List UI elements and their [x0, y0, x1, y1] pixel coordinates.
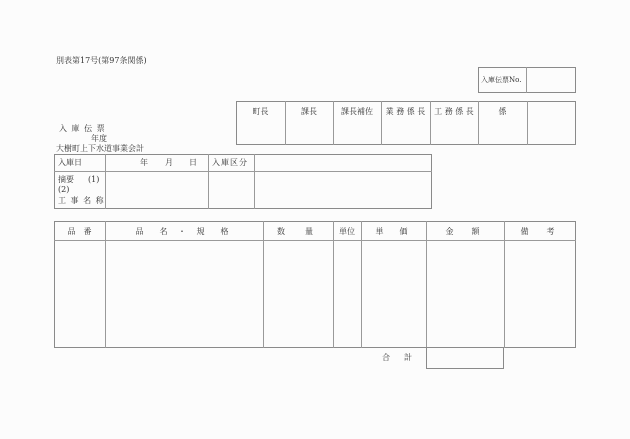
receipt-date-label: 入庫日 — [58, 158, 82, 167]
summary-line-1: (1) — [88, 175, 100, 184]
organization-name: 大樹町上下水道事業会計 — [56, 144, 144, 153]
header-unit-price: 単 価 — [375, 227, 412, 236]
day-unit: 日 — [189, 158, 197, 167]
slip-no-field[interactable] — [528, 69, 574, 91]
form-number: 別表第17号(第97条関係) — [56, 56, 147, 65]
approval-works-chief: 工 務 係 長 — [434, 107, 474, 116]
month-unit: 月 — [165, 158, 173, 167]
header-item-name-spec: 品 名 ・ 規 格 — [135, 227, 233, 236]
approval-extra-stamp[interactable] — [528, 103, 574, 143]
fiscal-year-label: 年度 — [91, 134, 107, 143]
approval-mayor: 町長 — [252, 107, 269, 116]
category-detail-field[interactable] — [210, 173, 253, 208]
approval-section-chief: 課長 — [301, 107, 317, 116]
header-unit: 単位 — [339, 227, 355, 236]
slip-no-label: 入庫伝票No. — [481, 76, 522, 84]
project-detail-field[interactable] — [256, 173, 430, 208]
total-field[interactable] — [426, 347, 504, 369]
approval-staff: 係 — [498, 107, 507, 116]
receipt-category-label: 入庫区分 — [212, 158, 248, 167]
summary-field[interactable] — [107, 173, 207, 208]
receipt-category-field[interactable] — [256, 156, 430, 170]
header-item-number: 品 番 — [67, 227, 92, 236]
summary-line-2: (2) — [58, 185, 70, 194]
header-amount: 金 額 — [445, 227, 485, 236]
form-title: 入 庫 伝 票 — [59, 124, 106, 133]
header-quantity: 数 量 — [277, 227, 319, 236]
summary-label: 摘要 — [58, 175, 74, 184]
items-table-body[interactable] — [55, 241, 575, 347]
approval-business-chief: 業 務 係 長 — [385, 107, 426, 116]
total-label: 合 計 — [382, 353, 415, 362]
approval-deputy-chief: 課長補佐 — [341, 107, 373, 116]
project-name-label: 工 事 名 称 — [58, 196, 105, 205]
header-remarks: 備 考 — [520, 227, 560, 236]
year-unit: 年 — [140, 158, 148, 167]
